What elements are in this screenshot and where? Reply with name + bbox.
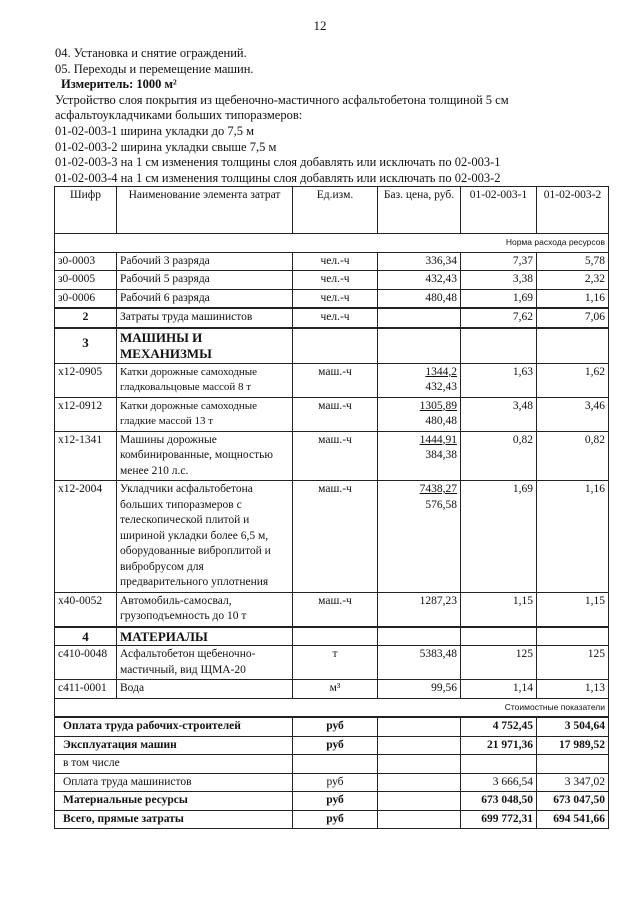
row-v1: 3,38: [461, 271, 537, 290]
row-v1: 125: [461, 646, 537, 680]
drivers-row: [55, 308, 609, 328]
row-name: Автомобиль-самосвал, грузоподъемность до 10 т: [117, 592, 293, 627]
total-v2: 17 989,52: [537, 736, 609, 755]
section-code: 4: [55, 627, 117, 646]
description-line: Устройство слоя покрытия из щебеночно-мастичного асфальтобетона толщиной 5 см: [55, 92, 509, 107]
price-secondary: 480,48: [425, 415, 457, 427]
row-unit: маш.-ч: [293, 363, 378, 397]
row-code: 2: [55, 308, 117, 328]
row-name: Затраты труда машинистов: [117, 308, 293, 328]
total-v1: 21 971,36: [461, 736, 537, 755]
row-price: 432,43: [378, 271, 461, 290]
row-v2: 1,13: [537, 680, 609, 699]
row-price: 480,48: [378, 289, 461, 308]
total-name: в том числе: [55, 755, 293, 774]
row-code: с410-0048: [55, 646, 117, 680]
row-name: Катки дорожные самоходные гладкие массой 13 т: [117, 397, 293, 431]
total-name: Эксплуатация машин: [55, 736, 293, 755]
description-line: 01-02-003-1 ширина укладки до 7,5 м: [55, 123, 254, 138]
row-v2: 1,15: [537, 592, 609, 627]
row-code: з0-0005: [55, 271, 117, 290]
total-row: [55, 792, 609, 811]
total-unit: руб: [293, 773, 378, 792]
row-v1: 1,14: [461, 680, 537, 699]
section-code: 3: [55, 328, 117, 364]
row-unit: маш.-ч: [293, 592, 378, 627]
row-v2: 125: [537, 646, 609, 680]
total-v2: 3 504,64: [537, 717, 609, 736]
total-row: [55, 755, 609, 774]
row-code: х12-2004: [55, 481, 117, 593]
table-row: [55, 271, 609, 290]
row-v1: 3,48: [461, 397, 537, 431]
header-col1: 01-02-003-1: [461, 187, 537, 234]
price-secondary: 576,58: [425, 498, 457, 511]
table-row: [55, 481, 609, 593]
total-v2: 694 541,66: [537, 810, 609, 829]
table-row: [55, 363, 609, 397]
total-row: [55, 810, 609, 829]
row-price: [378, 308, 461, 328]
price-primary: 1444,91: [419, 433, 457, 446]
row-name: Рабочий 5 разряда: [117, 271, 293, 290]
row-price: 5383,48: [378, 646, 461, 680]
row-price: [378, 363, 461, 397]
intro-line: 04. Установка и снятие ограждений.: [55, 46, 247, 60]
page-number: 12: [313, 18, 327, 33]
row-code: х12-0905: [55, 363, 117, 397]
row-v2: 1,16: [537, 289, 609, 308]
row-name: Вода: [117, 680, 293, 699]
total-unit: руб: [293, 736, 378, 755]
row-v2: 1,62: [537, 363, 609, 397]
description-line: 01-02-003-4 на 1 см изменения толщины слоя добавлять или исключать по 02-003-2: [55, 170, 501, 185]
total-unit: руб: [293, 810, 378, 829]
header-col2: 01-02-003-2: [537, 187, 609, 234]
price-primary: 7438,27: [419, 483, 457, 495]
row-name: Машины дорожные комбинированные, мощностью менее 210 л.с.: [117, 431, 293, 481]
row-unit: чел.-ч: [293, 289, 378, 308]
row-price: 1287,23: [378, 592, 461, 627]
price-secondary: 432,43: [425, 381, 457, 393]
row-v2: 5,78: [537, 252, 609, 271]
row-code: с411-0001: [55, 680, 117, 699]
norm-label-row: [55, 234, 609, 253]
row-v1: 1,69: [461, 481, 537, 593]
description-line: 01-02-003-3 на 1 см изменения толщины слоя добавлять или исключать по 02-003-1: [55, 155, 501, 170]
row-code: з0-0003: [55, 252, 117, 271]
machines-section-row: [55, 328, 609, 364]
row-name: Рабочий 6 разряда: [117, 289, 293, 308]
row-v1: 1,15: [461, 592, 537, 627]
row-v2: 1,16: [537, 481, 609, 593]
section-title: МАШИНЫ И МЕХАНИЗМЫ: [117, 328, 293, 364]
row-unit: чел.-ч: [293, 252, 378, 271]
resource-table: [54, 186, 609, 829]
intro-line: 05. Переходы и перемещение машин.: [55, 61, 254, 76]
cost-label-row: [55, 698, 609, 717]
total-name: Всего, прямые затраты: [55, 810, 293, 829]
row-v1: 0,82: [461, 431, 537, 481]
total-unit: [293, 755, 378, 774]
price-secondary: 384,38: [425, 449, 457, 461]
row-price: [378, 481, 461, 593]
row-code: х12-0912: [55, 397, 117, 431]
header-name: Наименование элемента затрат: [117, 187, 293, 234]
row-v1: 1,63: [461, 363, 537, 397]
total-v2: 3 347,02: [537, 773, 609, 792]
row-v1: 7,62: [461, 308, 537, 328]
section-title: МАТЕРИАЛЫ: [117, 627, 293, 646]
intro-block: [55, 46, 509, 186]
row-v2: 2,32: [537, 271, 609, 290]
header-price: Баз. цена, руб.: [378, 187, 461, 234]
row-name: Асфальтобетон щебеночно-мастичный, вид ЩМА-20: [117, 646, 293, 680]
total-v2: [537, 755, 609, 774]
row-v1: 1,69: [461, 289, 537, 308]
row-code: х12-1341: [55, 431, 117, 481]
table-row: [55, 646, 609, 680]
total-name: Оплата труда машинистов: [55, 773, 293, 792]
total-name: Материальные ресурсы: [55, 792, 293, 811]
cost-label: Стоимостные показатели: [55, 698, 609, 717]
table-row: [55, 592, 609, 627]
total-v1: 3 666,54: [461, 773, 537, 792]
total-unit: руб: [293, 792, 378, 811]
total-v1: [461, 755, 537, 774]
norm-label: Норма расхода ресурсов: [55, 234, 609, 253]
row-name: Катки дорожные самоходные гладковальцовые массой 8 т: [117, 363, 293, 397]
row-unit: м³: [293, 680, 378, 699]
total-v1: 4 752,45: [461, 717, 537, 736]
total-row: [55, 736, 609, 755]
total-row: [55, 717, 609, 736]
row-price: 336,34: [378, 252, 461, 271]
total-name: Оплата труда рабочих-строителей: [55, 717, 293, 736]
row-price: [378, 397, 461, 431]
row-unit: маш.-ч: [293, 431, 378, 481]
table-row: [55, 252, 609, 271]
row-v1: 7,37: [461, 252, 537, 271]
row-unit: чел.-ч: [293, 308, 378, 328]
row-code: з0-0006: [55, 289, 117, 308]
row-unit: маш.-ч: [293, 481, 378, 593]
total-row: [55, 773, 609, 792]
description-line: 01-02-003-2 ширина укладки свыше 7,5 м: [55, 139, 277, 154]
measurer: Измеритель: 1000 м²: [61, 77, 177, 92]
table-row: [55, 680, 609, 699]
materials-section-row: [55, 627, 609, 646]
row-price: 99,56: [378, 680, 461, 699]
row-unit: чел.-ч: [293, 271, 378, 290]
total-v1: 673 048,50: [461, 792, 537, 811]
table-row: [55, 397, 609, 431]
row-unit: маш.-ч: [293, 397, 378, 431]
table-row: [55, 431, 609, 481]
row-v2: 7,06: [537, 308, 609, 328]
row-name: Рабочий 3 разряда: [117, 252, 293, 271]
price-primary: 1344,2: [425, 365, 457, 378]
price-primary: 1305,89: [419, 399, 457, 412]
row-price: [378, 431, 461, 481]
row-v2: 0,82: [537, 431, 609, 481]
total-v2: 673 047,50: [537, 792, 609, 811]
row-unit: т: [293, 646, 378, 680]
header-code: Шифр: [55, 187, 117, 234]
description-line: асфальтоукладчиками больших типоразмеров:: [55, 108, 303, 123]
header-unit: Ед.изм.: [293, 187, 378, 234]
table-header-row: [55, 187, 609, 234]
total-v1: 699 772,31: [461, 810, 537, 829]
row-name: Укладчики асфальтобетона больших типоразмеров с телескопической плитой и шириной укладки более 6,5 м, оборудованные виброплитой и вибробрусом для предварительного уплотнения: [117, 481, 293, 593]
table-row: [55, 289, 609, 308]
row-code: х40-0052: [55, 592, 117, 627]
total-unit: руб: [293, 717, 378, 736]
row-v2: 3,46: [537, 397, 609, 431]
